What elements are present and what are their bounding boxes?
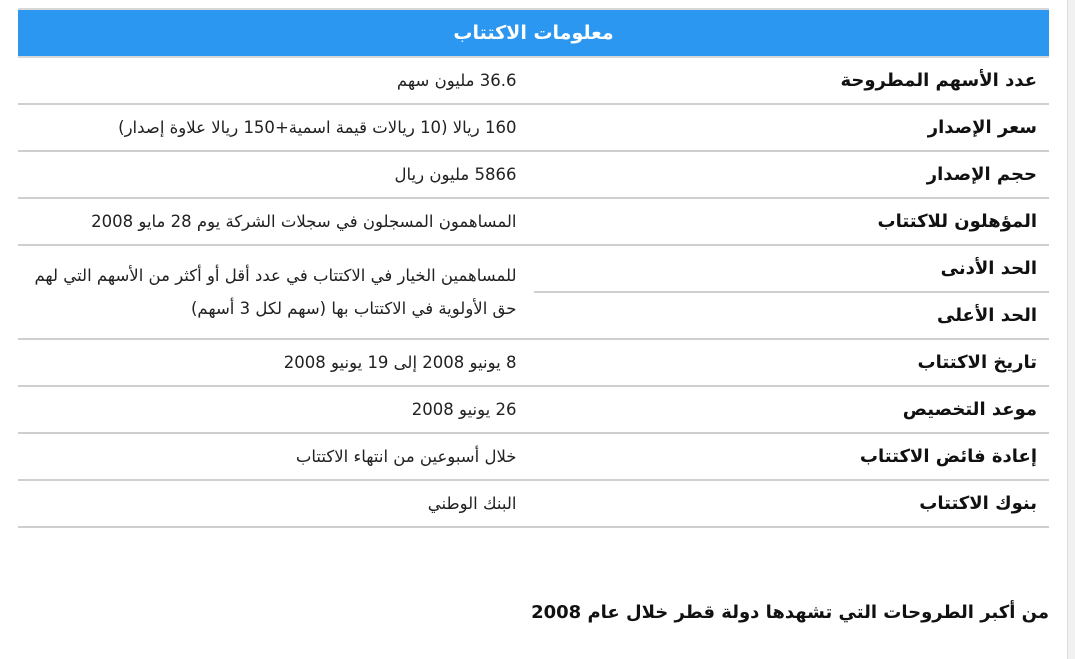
table-row [18,386,1049,433]
subscription-info-table [18,8,1049,528]
row-label-issue-size: حجم الإصدار [534,151,1050,198]
row-label-subscription-date: تاريخ الاكتتاب [534,339,1050,386]
row-value-shares-offered: 36.6 مليون سهم [18,57,534,104]
table-title: معلومات الاكتتاب [18,9,1049,57]
row-value-min-max: للمساهمين الخيار في الاكتتاب في عدد أقل أو أكثر من الأسهم التي لهم حق الأولوية في الاكتتاب بها (سهم لكل 3 أسهم) [18,245,534,339]
table-row [18,480,1049,527]
row-value-issue-size: 5866 مليون ريال [18,151,534,198]
row-value-issue-price: 160 ريالا (10 ريالات قيمة اسمية+150 ريالا علاوة إصدار) [18,104,534,151]
row-label-refund: إعادة فائض الاكتتاب [534,433,1050,480]
table-row [18,104,1049,151]
subscription-info-table-container [18,8,1049,528]
scrollbar-track[interactable] [1067,0,1075,659]
row-value-subscription-date: 8 يونيو 2008 إلى 19 يونيو 2008 [18,339,534,386]
table-header-row [18,9,1049,57]
table-row [18,245,1049,292]
row-label-maximum: الحد الأعلى [534,292,1050,339]
table-row [18,198,1049,245]
row-label-banks: بنوك الاكتتاب [534,480,1050,527]
row-label-allocation-date: موعد التخصيص [534,386,1050,433]
footer-heading: من أكبر الطروحات التي تشهدها دولة قطر خلال عام 2008 [531,602,1049,623]
row-value-allocation-date: 26 يونيو 2008 [18,386,534,433]
table-row [18,433,1049,480]
row-label-issue-price: سعر الإصدار [534,104,1050,151]
table-row [18,339,1049,386]
row-value-eligible: المساهمون المسجلون في سجلات الشركة يوم 28 مايو 2008 [18,198,534,245]
row-label-shares-offered: عدد الأسهم المطروحة [534,57,1050,104]
table-row [18,57,1049,104]
row-value-refund: خلال أسبوعين من انتهاء الاكتتاب [18,433,534,480]
table-row [18,151,1049,198]
row-label-eligible: المؤهلون للاكتتاب [534,198,1050,245]
row-label-minimum: الحد الأدنى [534,245,1050,292]
row-value-banks: البنك الوطني [18,480,534,527]
